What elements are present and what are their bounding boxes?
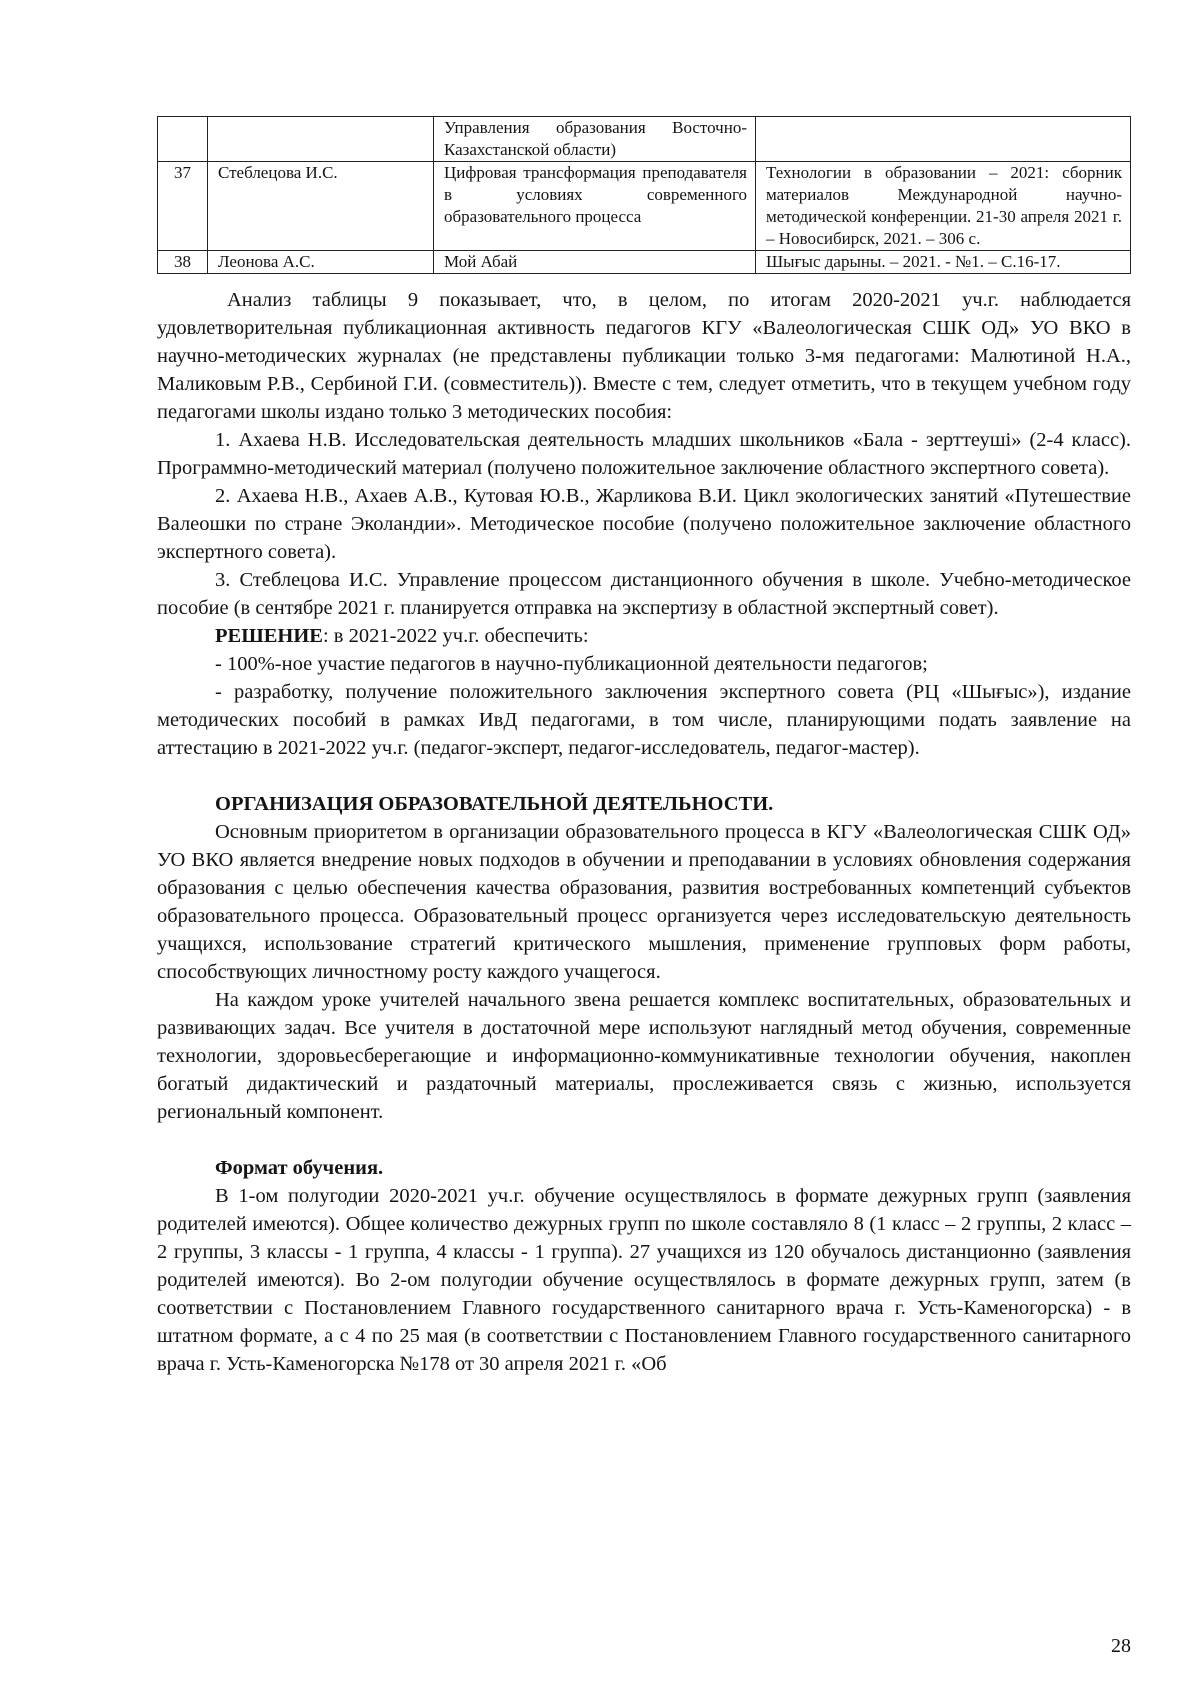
- list-item: 3. Стеблецова И.С. Управление процессом дистанционного обучения в школе. Учебно-методическое пособие (в сентябре 2021 г. планируется отправка на экспертизу в областной экспертный совет).: [157, 569, 1131, 619]
- row-title: Мой Абай: [434, 251, 756, 274]
- row-author: Стеблецова И.С.: [208, 162, 434, 251]
- row-title: Управления образования Восточно-Казахстанской области): [434, 117, 756, 162]
- format-paragraph: В 1-ом полугодии 2020-2021 уч.г. обучение осуществлялось в формате дежурных групп (заявления родителей имеются). Общее количество дежурных групп по школе составляло 8 (1 класс – 2 группы, 2 класс – 2 группы, 3 классы - 1 группа, 4 классы - 1 группа). 27 учащихся из 120 обучалось дистанционно (заявления родителей имеются). Во 2-ом полугодии обучение осуществлялось в формате дежурных групп, затем (в соответствии с Постановлением Главного государственного санитарного врача г. Усть-Каменогорска) - в штатном формате, а с 4 по 25 мая (в соответствии с Постановлением Главного государственного санитарного врача г. Усть-Каменогорска №178 от 30 апреля 2021 г. «Об: [157, 1185, 1131, 1375]
- list-item: 2. Ахаева Н.В., Ахаев А.В., Кутовая Ю.В., Жарликова В.И. Цикл экологических занятий «Путешествие Валеошки по стране Эколандии». Методическое пособие (получено положительное заключение областного экспертного совета).: [157, 485, 1131, 563]
- row-source: Шығыс дарыны. – 2021. - №1. – С.16-17.: [756, 251, 1131, 274]
- row-number: 38: [158, 251, 208, 274]
- decision-label: РЕШЕНИЕ: [215, 625, 323, 647]
- decision-text: : в 2021-2022 уч.г. обеспечить:: [322, 625, 589, 647]
- format-heading: Формат обучения.: [215, 1157, 384, 1179]
- table-row: [158, 251, 1131, 274]
- table-row: [158, 162, 1131, 251]
- list-item: 1. Ахаева Н.В. Исследовательская деятельность младших школьников «Бала - зерттеуші» (2-4 класс). Программно-методический материал (получено положительное заключение областного экспертного совета).: [157, 429, 1131, 479]
- org-paragraph: На каждом уроке учителей начального звена решается комплекс воспитательных, образовательных и развивающих задач. Все учителя в достаточной мере используют наглядный метод обучения, современные технологии, здоровьесберегающие и информационно-коммуникативные технологии обучения, накоплен богатый дидактический и раздаточный материалы, прослеживается связь с жизнью, используется региональный компонент.: [157, 989, 1131, 1123]
- org-paragraph: Основным приоритетом в организации образовательного процесса в КГУ «Валеологическая СШК ОД» УО ВКО является внедрение новых подходов в обучении и преподавании в условиях обновления содержания образования с целью обеспечения качества образования, развития востребованных компетенций субъектов образовательного процесса. Образовательный процесс организуется через исследовательскую деятельность учащихся, использование стратегий критического мышления, применение групповых форм работы, способствующих личностному росту каждого учащегося.: [157, 821, 1131, 983]
- row-title: Цифровая трансформация преподавателя в условиях современного образовательного процесса: [434, 162, 756, 251]
- table-row: [158, 117, 1131, 162]
- spacer: [157, 762, 1131, 790]
- decision-paragraph: [157, 622, 1131, 650]
- row-source: [756, 117, 1131, 162]
- decision-item: - 100%-ное участие педагогов в научно-публикационной деятельности педагогов;: [215, 653, 928, 675]
- publications-table: [157, 116, 1131, 274]
- decision-item: - разработку, получение положительного заключения экспертного совета (РЦ «Шығыс»), издание методических пособий в рамках ИвД педагогами, в том числе, планирующими подать заявление на аттестацию в 2021-2022 уч.г. (педагог-эксперт, педагог-исследователь, педагог-мастер).: [157, 681, 1131, 759]
- row-author: [208, 117, 434, 162]
- row-author: Леонова А.С.: [208, 251, 434, 274]
- section-heading: ОРГАНИЗАЦИЯ ОБРАЗОВАТЕЛЬНОЙ ДЕЯТЕЛЬНОСТИ.: [215, 793, 774, 815]
- spacer: [157, 1126, 1131, 1154]
- row-number: 37: [158, 162, 208, 251]
- row-number: [158, 117, 208, 162]
- analysis-paragraph: Анализ таблицы 9 показывает, что, в целом, по итогам 2020-2021 уч.г. наблюдается удовлетворительная публикационная активность педагогов КГУ «Валеологическая СШК ОД» УО ВКО в научно-методических журналах (не представлены публикации только 3-мя педагогами: Малютиной Н.А., Маликовым Р.В., Сербиной Г.И. (совместитель)). Вместе с тем, следует отметить, что в текущем учебном году педагогами школы издано только 3 методических пособия:: [157, 289, 1131, 423]
- page-content: [157, 116, 1131, 1378]
- page-number: 28: [1111, 1635, 1131, 1657]
- body-text: [157, 286, 1131, 1378]
- row-source: Технологии в образовании – 2021: сборник материалов Международной научно-методической конференции. 21-30 апреля 2021 г. – Новосибирск, 2021. – 306 с.: [756, 162, 1131, 251]
